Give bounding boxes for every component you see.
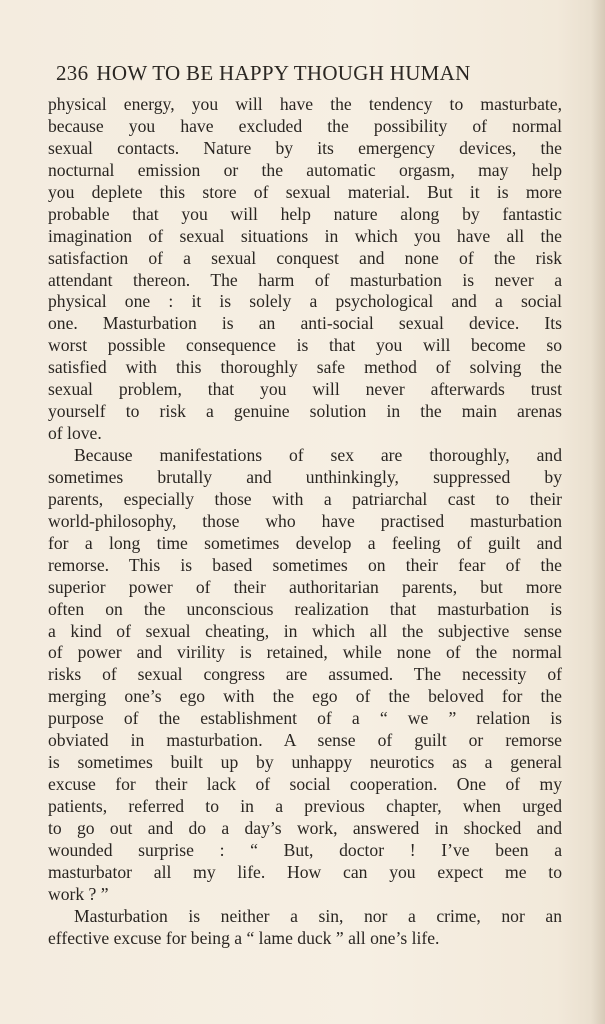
text-line: merging one’s ego with the ego of the beloved for the bbox=[48, 686, 562, 707]
text-line: because you have excluded the possibility of normal bbox=[48, 115, 562, 136]
text-line: for a long time sometimes develop a feeling of guilt and bbox=[48, 532, 562, 553]
text-line: sexual contacts. Nature by its emergency devices, the bbox=[48, 137, 562, 158]
text-line: you deplete this store of sexual material. But it is more bbox=[48, 181, 562, 202]
text-line: often on the unconscious realization that masturbation is bbox=[48, 598, 562, 619]
text-line: nocturnal emission or the automatic orgasm, may help bbox=[48, 159, 562, 180]
page-number: 236 bbox=[56, 61, 89, 85]
running-head bbox=[56, 61, 566, 86]
text-line: probable that you will help nature along by fantastic bbox=[48, 203, 562, 224]
paragraph bbox=[48, 94, 562, 445]
text-line: attendant thereon. The harm of masturbation is never a bbox=[48, 269, 562, 290]
text-line: purpose of the establishment of a “ we ” relation is bbox=[48, 708, 562, 729]
text-line: excuse for their lack of social cooperation. One of my bbox=[48, 774, 562, 795]
text-line: imagination of sexual situations in which you have all the bbox=[48, 225, 562, 246]
text-line: masturbator all my life. How can you expect me to bbox=[48, 861, 562, 882]
text-line: physical energy, you will have the tendency to masturbate, bbox=[48, 94, 562, 114]
text-line: worst possible consequence is that you will become so bbox=[48, 335, 562, 356]
text-line: work ? ” bbox=[48, 883, 109, 904]
text-line: physical one : it is solely a psychological and a social bbox=[48, 291, 562, 312]
text-line: obviated in masturbation. A sense of guilt or remorse bbox=[48, 730, 562, 751]
paragraph bbox=[48, 445, 562, 906]
text-line: one. Masturbation is an anti-social sexual device. Its bbox=[48, 313, 562, 334]
text-line: of power and virility is retained, while none of the normal bbox=[48, 642, 562, 663]
text-line: to go out and do a day’s work, answered in shocked and bbox=[48, 817, 562, 838]
text-line: superior power of their authoritarian parents, but more bbox=[48, 576, 562, 597]
text-line: Masturbation is neither a sin, nor a crime, nor an bbox=[74, 905, 562, 926]
text-line: sexual problem, that you will never afterwards trust bbox=[48, 379, 562, 400]
text-line: remorse. This is based sometimes on their fear of the bbox=[48, 554, 562, 575]
text-line: satisfaction of a sexual conquest and none of the risk bbox=[48, 247, 562, 268]
text-line: of love. bbox=[48, 423, 102, 444]
text-line: satisfied with this thoroughly safe method of solving the bbox=[48, 357, 562, 378]
text-line: wounded surprise : “ But, doctor ! I’ve been a bbox=[48, 839, 562, 860]
text-line: Because manifestations of sex are thoroughly, and bbox=[74, 445, 562, 465]
text-line: is sometimes built up by unhappy neurotics as a general bbox=[48, 752, 562, 773]
text-line: sometimes brutally and unthinkingly, suppressed by bbox=[48, 466, 562, 487]
text-line: patients, referred to in a previous chapter, when urged bbox=[48, 796, 562, 816]
body-text bbox=[48, 94, 562, 950]
text-line: yourself to risk a genuine solution in the main arenas bbox=[48, 401, 562, 422]
text-line: effective excuse for being a “ lame duck ” all one’s life. bbox=[48, 927, 440, 948]
paragraph bbox=[48, 906, 562, 950]
text-line: world-philosophy, those who have practised masturbation bbox=[48, 510, 562, 531]
text-line: a kind of sexual cheating, in which all the subjective sense bbox=[48, 620, 562, 641]
text-line: parents, especially those with a patriarchal cast to their bbox=[48, 488, 562, 509]
text-line: risks of sexual congress are assumed. The necessity of bbox=[48, 664, 562, 685]
page-edge-shadow bbox=[591, 0, 605, 1024]
running-title: HOW TO BE HAPPY THOUGH HUMAN bbox=[96, 61, 471, 85]
